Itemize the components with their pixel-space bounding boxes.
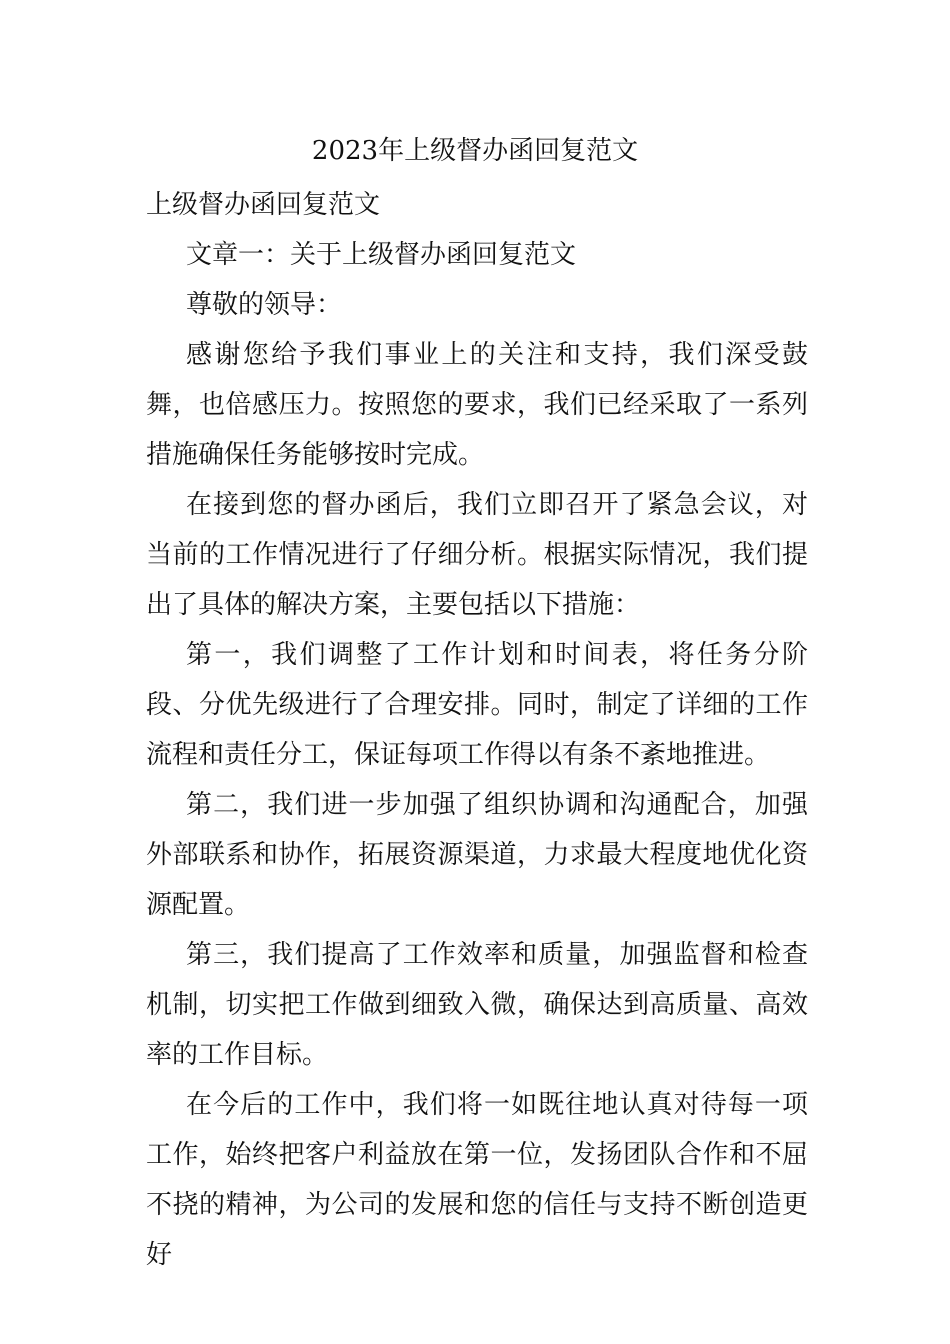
body-paragraph: 第一，我们调整了工作计划和时间表，将任务分阶段、分优先级进行了合理安排。同时，制定了详细的工作流程和责任分工，保证每项工作得以有条不紊地推进。: [146, 640, 808, 770]
salutation: 尊敬的领导：: [186, 290, 343, 320]
body-paragraph: 第三，我们提高了工作效率和质量，加强监督和检查机制，切实把工作做到细致入微，确保达到高质量、高效率的工作目标。: [146, 940, 808, 1070]
document-subtitle: 上级督办函回复范文: [146, 190, 381, 220]
article-heading: 文章一：关于上级督办函回复范文: [186, 240, 577, 270]
document-title: 2023年上级督办函回复范文: [311, 136, 639, 166]
body-paragraph: 在接到您的督办函后，我们立即召开了紧急会议，对当前的工作情况进行了仔细分析。根据实际情况，我们提出了具体的解决方案，主要包括以下措施：: [146, 490, 808, 620]
body-paragraph: 第二，我们进一步加强了组织协调和沟通配合，加强外部联系和协作，拓展资源渠道，力求最大程度地优化资源配置。: [146, 790, 808, 920]
document-body: [146, 180, 808, 1280]
body-paragraph: 感谢您给予我们事业上的关注和支持，我们深受鼓舞，也倍感压力。按照您的要求，我们已经采取了一系列措施确保任务能够按时完成。: [146, 340, 808, 470]
body-paragraph: 在今后的工作中，我们将一如既往地认真对待每一项工作，始终把客户利益放在第一位，发扬团队合作和不屈不挠的精神，为公司的发展和您的信任与支持不断创造更好: [146, 1090, 808, 1270]
